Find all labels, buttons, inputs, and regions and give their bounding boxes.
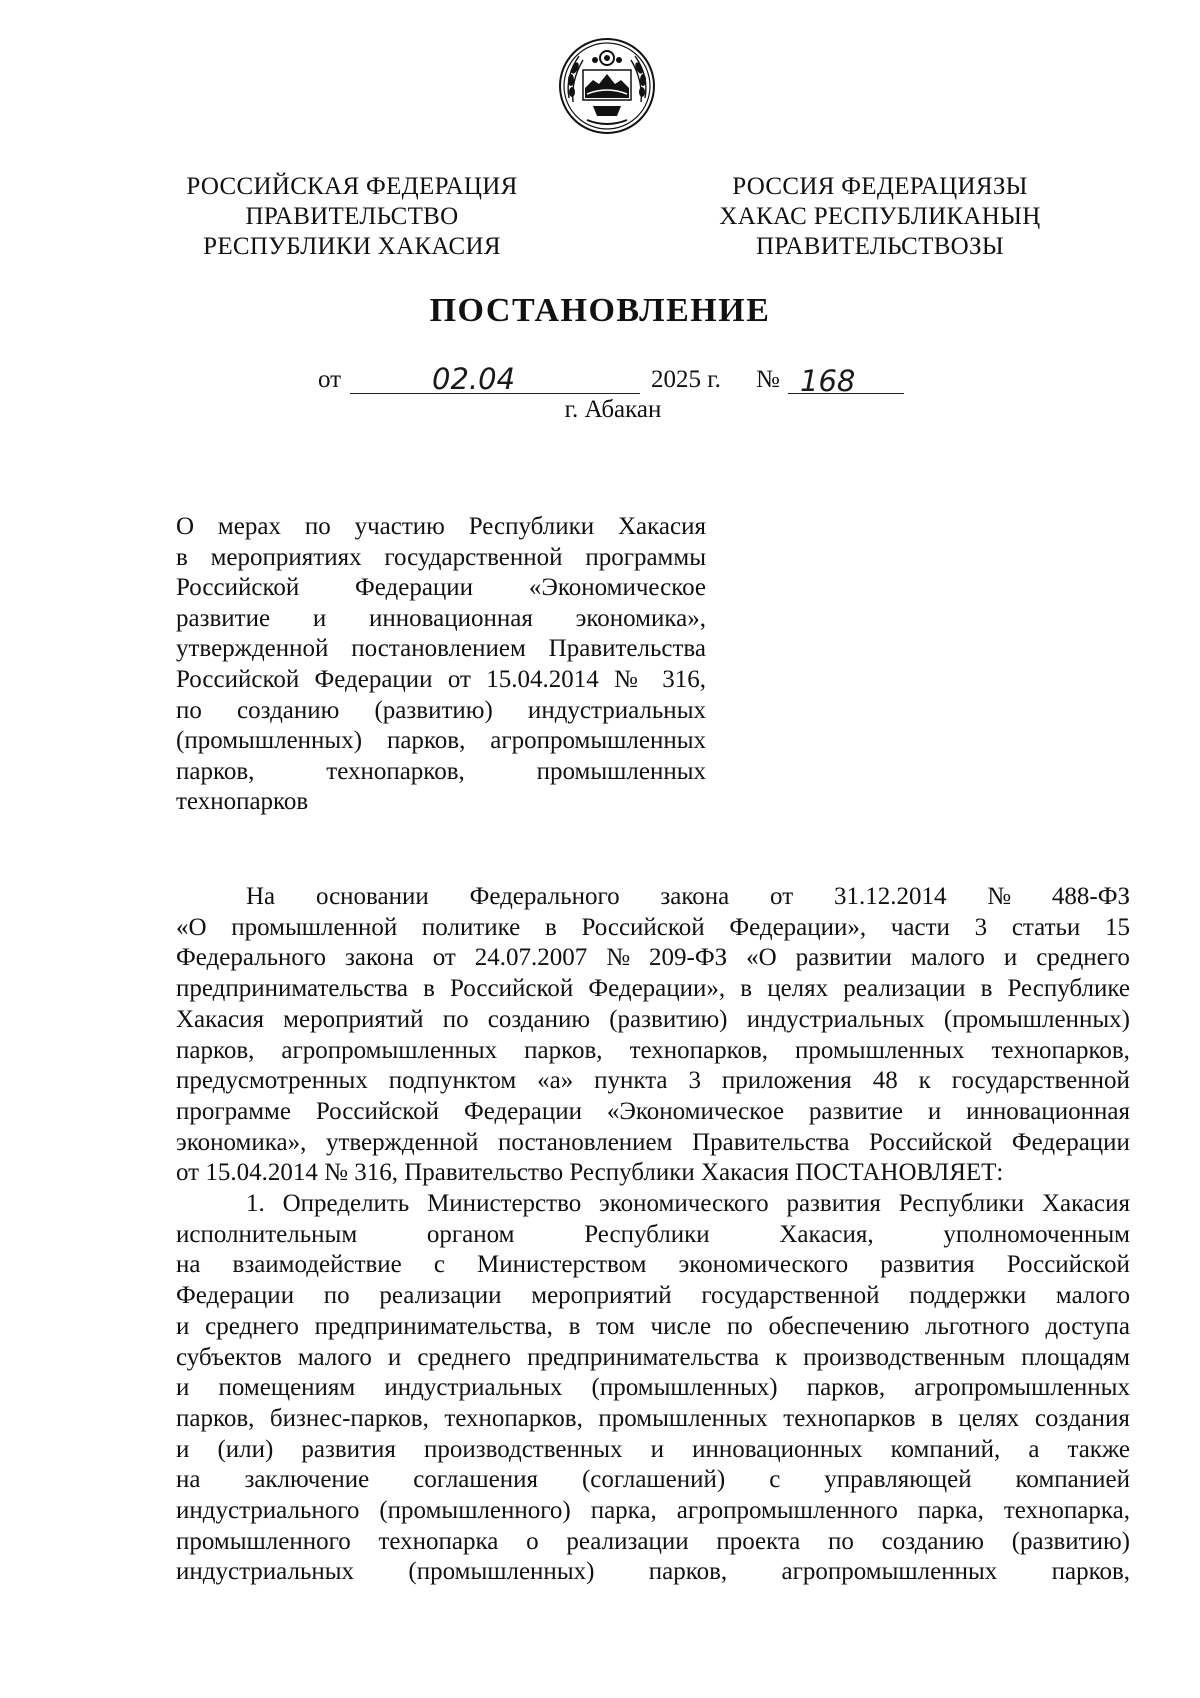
body-word: (промышленных): [408, 1558, 595, 1586]
body-line: [176, 1312, 1130, 1343]
body-word: №: [606, 944, 631, 972]
body-word: по: [323, 1282, 350, 1310]
body-word: субъектов: [176, 1343, 282, 1371]
body-word: 488-ФЗ: [1051, 883, 1130, 910]
body-text: от 15.04.2014 № 316, Правительство Республики Хакасия ПОСТАНОВЛЯЕТ:: [176, 1159, 1004, 1187]
body-line: [176, 974, 1130, 1005]
body-word: Федерации: [463, 1097, 583, 1125]
body-word: Федерации: [176, 1282, 295, 1310]
body-line: [176, 1404, 1130, 1435]
body-word: помещениям: [218, 1374, 356, 1402]
body-word: в: [980, 975, 993, 1003]
body-word: (развитию): [1011, 1527, 1130, 1555]
body-word: среднего: [205, 1312, 299, 1340]
title-line: развитие и инновационная экономика»,: [176, 604, 706, 632]
body-word: Российской: [869, 1128, 993, 1156]
body-line: [176, 882, 1130, 913]
body-line: [176, 1496, 1130, 1527]
header-left-block: [152, 172, 552, 262]
coat-of-arms-emblem: [557, 36, 657, 136]
body-word: компаний,: [890, 1435, 1001, 1463]
body-word: Хакасия: [176, 1005, 264, 1033]
body-word: управляющей: [824, 1466, 972, 1494]
body-word: по: [442, 1005, 469, 1033]
body-word: развития: [880, 1251, 975, 1279]
body-line: [176, 1066, 1130, 1097]
body-word: проекта: [716, 1527, 801, 1555]
body-word: от: [770, 883, 794, 910]
body-word: компанией: [1015, 1466, 1130, 1494]
body-word: по: [726, 1312, 753, 1340]
body-word: №: [987, 883, 1012, 910]
header-right-line: ПРАВИТЕЛЬСТВОЗЫ: [756, 233, 1004, 260]
body-word: технопарка,: [1003, 1497, 1130, 1525]
body-word: предпринимательства: [176, 975, 408, 1003]
body-word: статьи: [1011, 913, 1081, 941]
body-line: [176, 1281, 1130, 1312]
year-label: 2025 г.: [651, 366, 721, 393]
title-line: в мероприятиях государственной программы: [176, 543, 706, 571]
body-word: (развитию): [609, 1005, 728, 1033]
body-word: Министерством: [477, 1251, 647, 1279]
body-word: мероприятий: [283, 1005, 424, 1033]
title-line: Российской Федерации от 15.04.2014 № 316,: [176, 665, 706, 693]
body-word: индустриальных: [746, 1005, 925, 1033]
body-word: и: [927, 1097, 942, 1125]
body-word: Хакасия,: [779, 1220, 874, 1248]
body-word: Федерации»,: [729, 913, 867, 941]
body-word: инновационная: [966, 1097, 1130, 1125]
body-word: и: [176, 1374, 190, 1402]
body-word: Российской: [450, 975, 574, 1003]
title-line: технопарков: [176, 788, 309, 816]
body-word: Федерального: [176, 944, 327, 972]
body-word: производственным: [803, 1343, 1006, 1371]
body-word: «О: [746, 944, 777, 972]
body-word: развитии: [795, 944, 892, 972]
body-word: парков,: [524, 1036, 603, 1064]
body-word: Федерации: [1011, 1128, 1130, 1156]
header-right-block: [680, 172, 1080, 262]
body-line: [176, 1343, 1130, 1374]
body-word: Хакасия: [1041, 1190, 1130, 1218]
body-word: в: [544, 913, 557, 941]
body-word: «О: [176, 913, 207, 941]
body-word: Республике: [1007, 975, 1130, 1003]
body-word: индустриальных: [176, 1558, 355, 1586]
body-word: с: [769, 1466, 781, 1494]
body-word: парков,: [176, 1036, 255, 1064]
body-line: [176, 1128, 1130, 1159]
body-word: в: [931, 1404, 943, 1432]
body-word: Министерство: [427, 1190, 582, 1218]
body-word: (соглашений): [581, 1466, 726, 1494]
body-word: исполнительным: [176, 1220, 358, 1248]
document-type-title: ПОСТАНОВЛЕНИЕ: [429, 292, 771, 329]
body-word: 48: [872, 1067, 898, 1095]
body-word: созданию: [881, 1527, 984, 1555]
body-word: парка,: [917, 1497, 984, 1525]
body-word: в: [568, 1312, 581, 1340]
body-word: в: [423, 975, 435, 1003]
body-word: агропромышленных: [914, 1374, 1130, 1402]
body-word: 209-ФЗ: [649, 944, 728, 972]
header-left-line: РОССИЙСКАЯ ФЕДЕРАЦИЯ: [186, 173, 518, 200]
body-word: закона: [344, 944, 414, 972]
body-word: 1.: [246, 1190, 265, 1218]
body-word: целях: [767, 975, 829, 1003]
body-word: промышленных: [795, 1036, 965, 1064]
body-word: парков,: [806, 1374, 886, 1402]
body-word: среднего: [1036, 944, 1130, 972]
title-line: по созданию (развитию) индустриальных: [176, 696, 706, 724]
body-word: парков,: [176, 1404, 255, 1432]
body-word: технопарков,: [444, 1404, 583, 1432]
title-line: О мерах по участию Республики Хакасия: [176, 513, 706, 540]
body-word: промышленной: [231, 913, 398, 941]
body-word: среднего: [417, 1343, 512, 1371]
body-line: [176, 1036, 1130, 1067]
body-word: политике: [421, 913, 521, 941]
body-line: [176, 1005, 1130, 1036]
body-word: основании: [315, 883, 429, 910]
body-word: технопарков,: [629, 1036, 769, 1064]
body-word: малого: [910, 944, 985, 972]
body-word: от: [432, 944, 456, 972]
title-line: (промышленных) парков, агропромышленных: [176, 727, 706, 755]
body-line: [176, 1373, 1130, 1404]
body-word: «Экономическое: [606, 1097, 785, 1125]
body-word: (или): [217, 1435, 274, 1463]
body-word: и: [176, 1435, 190, 1463]
header-left-line: РЕСПУБЛИКИ ХАКАСИЯ: [203, 233, 501, 260]
body-word: Республики: [898, 1190, 1025, 1218]
body-word: малого: [1055, 1282, 1130, 1310]
body-word: предусмотренных: [176, 1067, 368, 1095]
body-word: том: [596, 1312, 635, 1340]
body-word: малого: [297, 1343, 372, 1371]
body-line: [176, 1527, 1130, 1558]
title-line: утвержденной постановлением Правительства: [176, 635, 706, 663]
body-word: по: [828, 1527, 854, 1555]
body-word: реализации: [379, 1282, 502, 1310]
body-word: к: [918, 1067, 931, 1095]
city-label: г. Абакан: [564, 396, 662, 423]
body-word: реализации: [566, 1527, 689, 1555]
body-word: производственных: [423, 1435, 623, 1463]
body-word: технопарков: [783, 1404, 916, 1432]
body-word: подпунктом: [388, 1067, 517, 1095]
body-word: предпринимательства,: [314, 1312, 553, 1340]
body-word: индустриального: [176, 1497, 360, 1525]
body-word: созданию: [487, 1005, 591, 1033]
body-word: (промышленного): [379, 1497, 571, 1525]
body-word: заключение: [244, 1466, 370, 1494]
body-word: льготного: [925, 1312, 1030, 1340]
body-line: [176, 1557, 1130, 1588]
number-label: №: [756, 366, 780, 393]
body-word: Российской: [1006, 1251, 1130, 1279]
body-word: (промышленных): [943, 1005, 1130, 1033]
from-label: от: [318, 366, 342, 393]
body-word: и: [176, 1312, 190, 1340]
body-word: с: [433, 1251, 445, 1279]
handwritten-date: 02.04: [432, 362, 516, 396]
body-word: агропромышленных: [781, 1558, 998, 1586]
body-word: также: [1067, 1435, 1130, 1463]
body-word: 3: [688, 1067, 701, 1095]
body-word: уполномоченным: [943, 1220, 1130, 1248]
header-left-line: ПРАВИТЕЛЬСТВО: [245, 203, 459, 230]
body-line: [176, 1189, 1130, 1220]
body-word: Российской: [315, 1097, 440, 1125]
body-word: на: [176, 1466, 201, 1494]
body-word: мероприятий: [531, 1282, 672, 1310]
handwritten-number: 168: [800, 364, 856, 398]
body-word: инновационных: [692, 1435, 863, 1463]
body-word: 31.12.2014: [833, 883, 947, 910]
body-word: обеспечению: [768, 1312, 910, 1340]
body-line: [176, 1097, 1130, 1128]
body-word: площадям: [1021, 1343, 1130, 1371]
body-word: Российской: [581, 913, 705, 941]
title-line: парков, технопарков, промышленных: [176, 757, 706, 785]
body-line: [176, 1250, 1130, 1281]
body-word: пункта: [594, 1067, 668, 1095]
body-word: технопарков,: [991, 1036, 1130, 1064]
body-word: парков,: [1051, 1558, 1130, 1586]
body-word: индустриальных: [384, 1374, 563, 1402]
body-word: утвержденной: [325, 1128, 479, 1156]
body-word: закона: [660, 883, 730, 910]
body-word: (промышленных): [591, 1374, 778, 1402]
body-line: [176, 913, 1130, 944]
body-word: органом: [426, 1220, 515, 1248]
body-word: Федерации»,: [588, 975, 726, 1003]
body-word: экономика»,: [176, 1128, 307, 1156]
body-word: государственной: [951, 1067, 1130, 1095]
body-word: экономического: [599, 1190, 769, 1218]
body-line: [176, 943, 1130, 974]
body-word: парков,: [648, 1558, 728, 1586]
body-word: доступа: [1045, 1312, 1130, 1340]
body-word: к: [775, 1343, 788, 1371]
body-word: 15: [1104, 913, 1130, 941]
body-word: агропромышленных: [281, 1036, 498, 1064]
body-word: реализации: [843, 975, 966, 1003]
body-word: предпринимательства: [527, 1343, 760, 1371]
body-word: агропромышленного: [676, 1497, 898, 1525]
body-word: создания: [1034, 1404, 1130, 1432]
body-line: [176, 1435, 1130, 1466]
body-word: и: [387, 1343, 402, 1371]
body-word: развитие: [808, 1097, 903, 1125]
header-right-line: ХАКАС РЕСПУБЛИКАНЫҢ: [719, 203, 1041, 230]
body-word: развития: [301, 1435, 396, 1463]
body-word: на: [176, 1251, 201, 1279]
body-word: Определить: [282, 1190, 410, 1218]
body-word: поддержки: [909, 1282, 1027, 1310]
body-word: бизнес-парков,: [269, 1404, 429, 1432]
body-word: Федерального: [469, 883, 620, 910]
resolution-title: [176, 512, 706, 818]
body-word: промышленного: [176, 1527, 351, 1555]
header-right-line: РОССИЯ ФЕДЕРАЦИЯЗЫ: [732, 173, 1028, 200]
body-word: Республики: [584, 1220, 710, 1248]
body-word: 24.07.2007: [474, 944, 588, 972]
body-line: [176, 1465, 1130, 1496]
body-word: технопарка: [378, 1527, 499, 1555]
body-word: взаимодействие: [232, 1251, 402, 1279]
body-word: и: [1003, 944, 1018, 972]
body-word: экономического: [678, 1251, 849, 1279]
body-word: о: [526, 1527, 539, 1555]
body-word: программе: [176, 1097, 291, 1125]
body-word: соглашения: [413, 1466, 538, 1494]
body-word: а: [1028, 1435, 1040, 1463]
body-word: парка,: [590, 1497, 657, 1525]
title-line: Российской Федерации «Экономическое: [176, 574, 706, 602]
body-word: и: [650, 1435, 664, 1463]
body-word: Правительства: [692, 1128, 850, 1156]
body-word: в: [740, 975, 753, 1003]
body-word: государственной: [701, 1282, 880, 1310]
body-word: постановлением: [497, 1128, 673, 1156]
body-line: [176, 1158, 1130, 1189]
body-word: части: [890, 913, 950, 941]
body-word: развития: [786, 1190, 881, 1218]
body-word: 3: [974, 913, 988, 941]
body-word: На: [246, 883, 276, 910]
body-word: приложения: [721, 1067, 852, 1095]
document-body: [176, 882, 1130, 1588]
body-word: целях: [958, 1404, 1020, 1432]
body-word: промышленных: [598, 1404, 768, 1432]
body-line: [176, 1220, 1130, 1251]
body-word: «а»: [537, 1067, 574, 1095]
body-word: числе: [650, 1312, 712, 1340]
